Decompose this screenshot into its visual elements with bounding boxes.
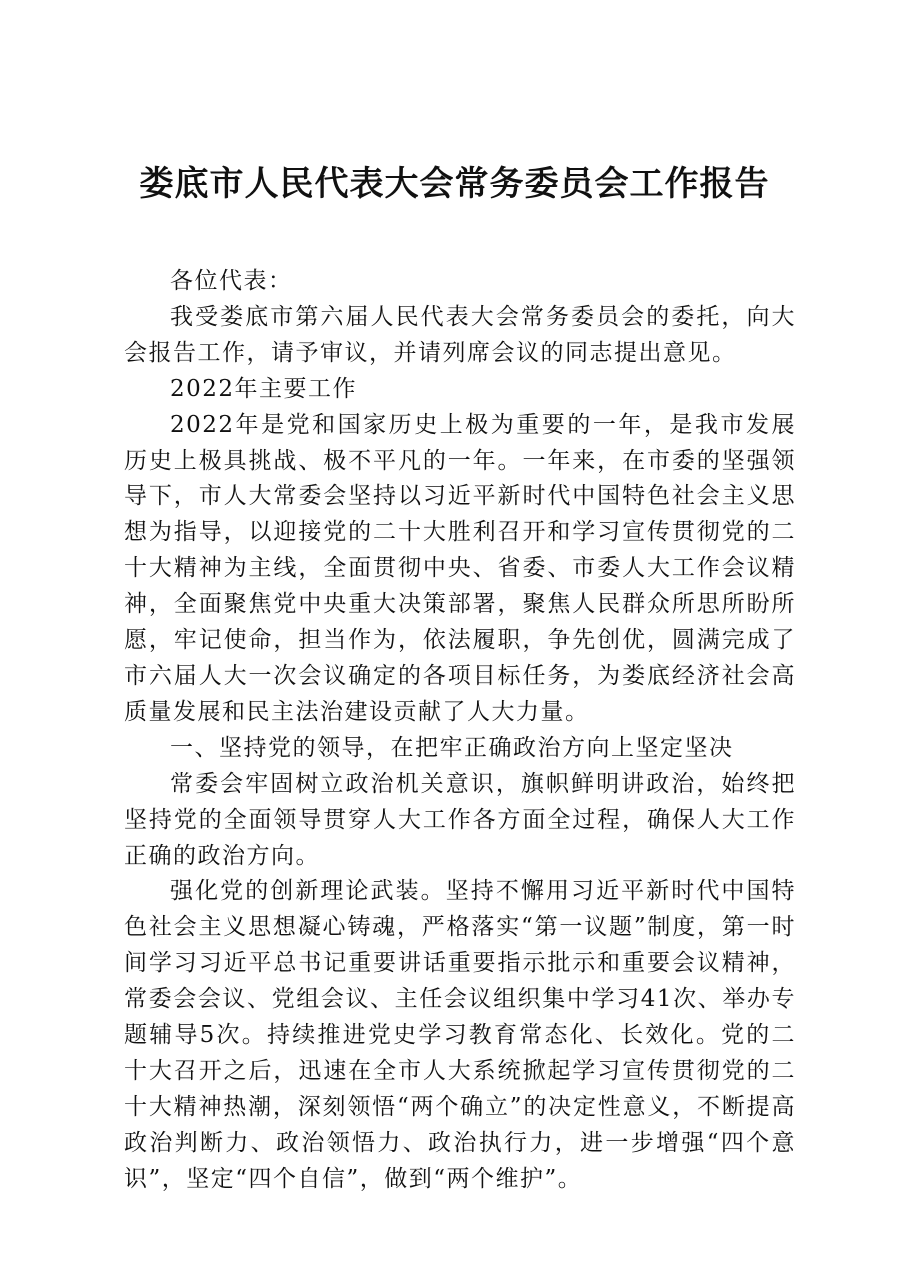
section-heading-1: 一、坚持党的领导，在把牢正确政治方向上坚定坚决 <box>170 734 734 761</box>
document-body <box>124 264 796 1198</box>
document-title: 娄底市人民代表大会常务委员会工作报告 <box>139 164 770 204</box>
theory-study-paragraph: 强化党的创新理论武装。坚持不懈用习近平新时代中国特色社会主义思想凝心铸魂，严格落实“第一议题”制度，第一时间学习习近平总书记重要讲话重要指示批示和重要会议精神，常委会会议、党组会议、主任会议组织集中学习41次、举办专题辅导5次。持续推进党史学习教育常态化、长效化。党的二十大召开之后，迅速在全市人大系统掀起学习宣传贯彻党的二十大精神热潮，深刻领悟“两个确立”的决定性意义，不断提高政治判断力、政治领悟力、政治执行力，进一步增强“四个意识”，坚定“四个自信”，做到“两个维护”。 <box>124 878 796 1192</box>
opening-paragraph: 我受娄底市第六届人民代表大会常务委员会的委托，向大会报告工作，请予审议，并请列席会议的同志提出意见。 <box>124 303 796 366</box>
section-1-paragraph: 常委会牢固树立政治机关意识，旗帜鲜明讲政治，始终把坚持党的全面领导贯穿人大工作各方面全过程，确保人大工作正确的政治方向。 <box>124 770 796 869</box>
section-heading-main-work: 2022年主要工作 <box>170 375 358 402</box>
overview-paragraph: 2022年是党和国家历史上极为重要的一年，是我市发展历史上极具挑战、极不平凡的一年。一年来，在市委的坚强领导下，市人大常委会坚持以习近平新时代中国特色社会主义思想为指导，以迎接党的二十大胜利召开和学习宣传贯彻党的二十大精神为主线，全面贯彻中央、省委、市委人大工作会议精神，全面聚焦党中央重大决策部署，聚焦人民群众所思所盼所愿，牢记使命，担当作为，依法履职，争先创优，圆满完成了市六届人大一次会议确定的各项目标任务，为娄底经济社会高质量发展和民主法治建设贡献了人大力量。 <box>124 411 796 725</box>
salutation: 各位代表： <box>170 268 293 294</box>
